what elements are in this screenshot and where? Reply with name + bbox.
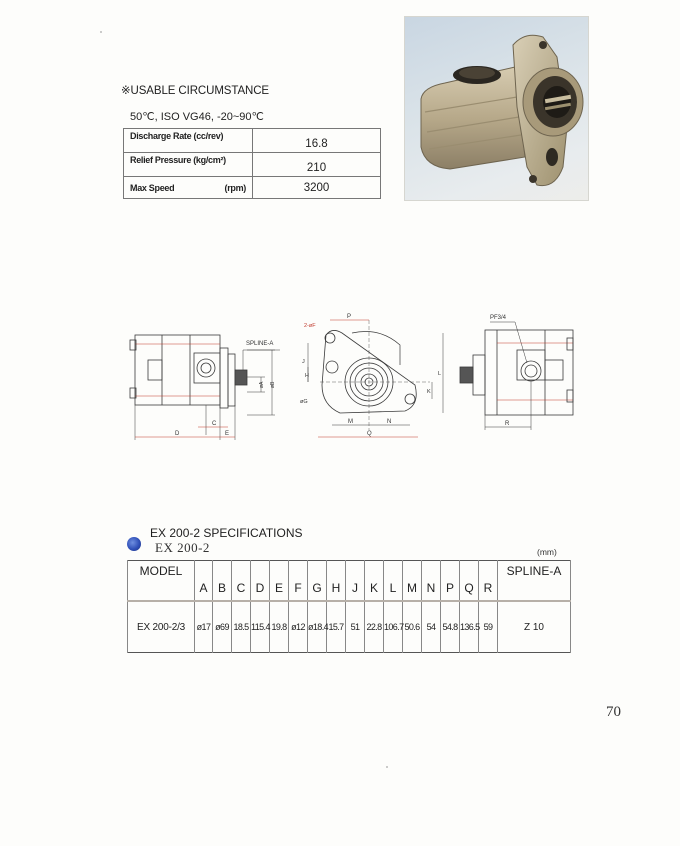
column-header: H: [327, 561, 346, 602]
svg-text:R: R: [505, 421, 510, 427]
column-header: P: [441, 561, 460, 602]
specifications-title: EX 200-2 SPECIFICATIONS: [150, 526, 303, 540]
svg-text:øB: øB: [270, 381, 276, 388]
svg-text:Q: Q: [367, 431, 372, 437]
unit-label: (mm): [537, 547, 557, 557]
table-cell: Z 10: [498, 601, 571, 653]
svg-text:E: E: [225, 431, 230, 437]
specifications-subtitle: EX 200-2: [155, 540, 210, 555]
table-cell: 18.5: [232, 601, 251, 653]
row-value: 3200: [253, 177, 381, 199]
table-cell: 59: [479, 601, 498, 653]
column-header: B: [213, 561, 232, 602]
usable-circumstance-table: [123, 128, 381, 199]
specifications-table: [127, 560, 571, 653]
pump-image-icon: [405, 17, 588, 200]
svg-text:M: M: [348, 419, 353, 425]
table-row: [124, 177, 381, 199]
svg-text:P: P: [347, 314, 352, 320]
svg-text:øG: øG: [300, 399, 308, 405]
label-spline: SPLINE-A: [246, 341, 274, 347]
scan-speck: [100, 31, 102, 33]
table-cell: ø12: [289, 601, 308, 653]
rear-view-drawing: [455, 305, 585, 440]
row-value: 210: [253, 153, 381, 177]
svg-text:J: J: [302, 359, 305, 365]
side-view-drawing: [120, 320, 290, 450]
column-header: M: [403, 561, 422, 602]
column-header: E: [270, 561, 289, 602]
column-header: F: [289, 561, 308, 602]
usable-circumstance-title: ※USABLE CIRCUMSTANCE: [121, 85, 269, 97]
front-view-drawing: [290, 305, 460, 450]
table-row: [124, 129, 381, 153]
column-header: C: [232, 561, 251, 602]
scan-speck: [386, 766, 388, 768]
svg-text:2-øF: 2-øF: [304, 323, 316, 329]
table-cell: 54.8: [441, 601, 460, 653]
column-header: SPLINE-A: [498, 561, 571, 602]
table-row: [128, 601, 571, 653]
table-cell: ø69: [213, 601, 232, 653]
column-header: A: [195, 561, 213, 602]
table-row: [124, 153, 381, 177]
column-header: R: [479, 561, 498, 602]
column-header: Q: [460, 561, 479, 602]
svg-text:L: L: [438, 371, 442, 377]
table-cell: ø17: [195, 601, 213, 653]
table-cell: 50.6: [403, 601, 422, 653]
bullet-icon: [127, 537, 141, 551]
column-header: D: [251, 561, 270, 602]
column-header: G: [308, 561, 327, 602]
table-cell: 51: [346, 601, 365, 653]
row-label: [124, 177, 253, 199]
table-cell: 136.5: [460, 601, 479, 653]
table-cell: ø18.4: [308, 601, 327, 653]
svg-text:PF3/4: PF3/4: [490, 315, 507, 321]
column-header: L: [384, 561, 403, 602]
operating-conditions: 50℃, ISO VG46, -20~90℃: [130, 111, 264, 123]
column-header: J: [346, 561, 365, 602]
column-header: MODEL: [128, 561, 195, 602]
svg-text:D: D: [175, 431, 180, 437]
table-cell: 15.7: [327, 601, 346, 653]
row-label: [124, 129, 253, 153]
svg-text:H: H: [305, 373, 309, 379]
table-cell: EX 200-2/3: [128, 601, 195, 653]
svg-text:K: K: [427, 389, 431, 395]
svg-text:øA: øA: [259, 381, 265, 388]
row-value: 16.8: [253, 129, 381, 153]
column-header: N: [422, 561, 441, 602]
table-cell: 19.8: [270, 601, 289, 653]
table-cell: 54: [422, 601, 441, 653]
label-text: Discharge Rate (cc/rev): [130, 131, 224, 141]
svg-text:C: C: [212, 421, 217, 427]
table-cell: 22.8: [365, 601, 384, 653]
row-label: [124, 153, 253, 177]
svg-text:N: N: [387, 419, 392, 425]
label-text: Relief Pressure (kg/cm²): [130, 155, 226, 165]
column-header: K: [365, 561, 384, 602]
label-text: Max Speed: [130, 182, 175, 193]
page-number: 70: [606, 704, 621, 720]
unit-text: (rpm): [224, 182, 246, 193]
table-cell: 115.4: [251, 601, 270, 653]
table-cell: 106.7: [384, 601, 403, 653]
product-photo: [404, 16, 589, 201]
header-row: [128, 561, 571, 602]
